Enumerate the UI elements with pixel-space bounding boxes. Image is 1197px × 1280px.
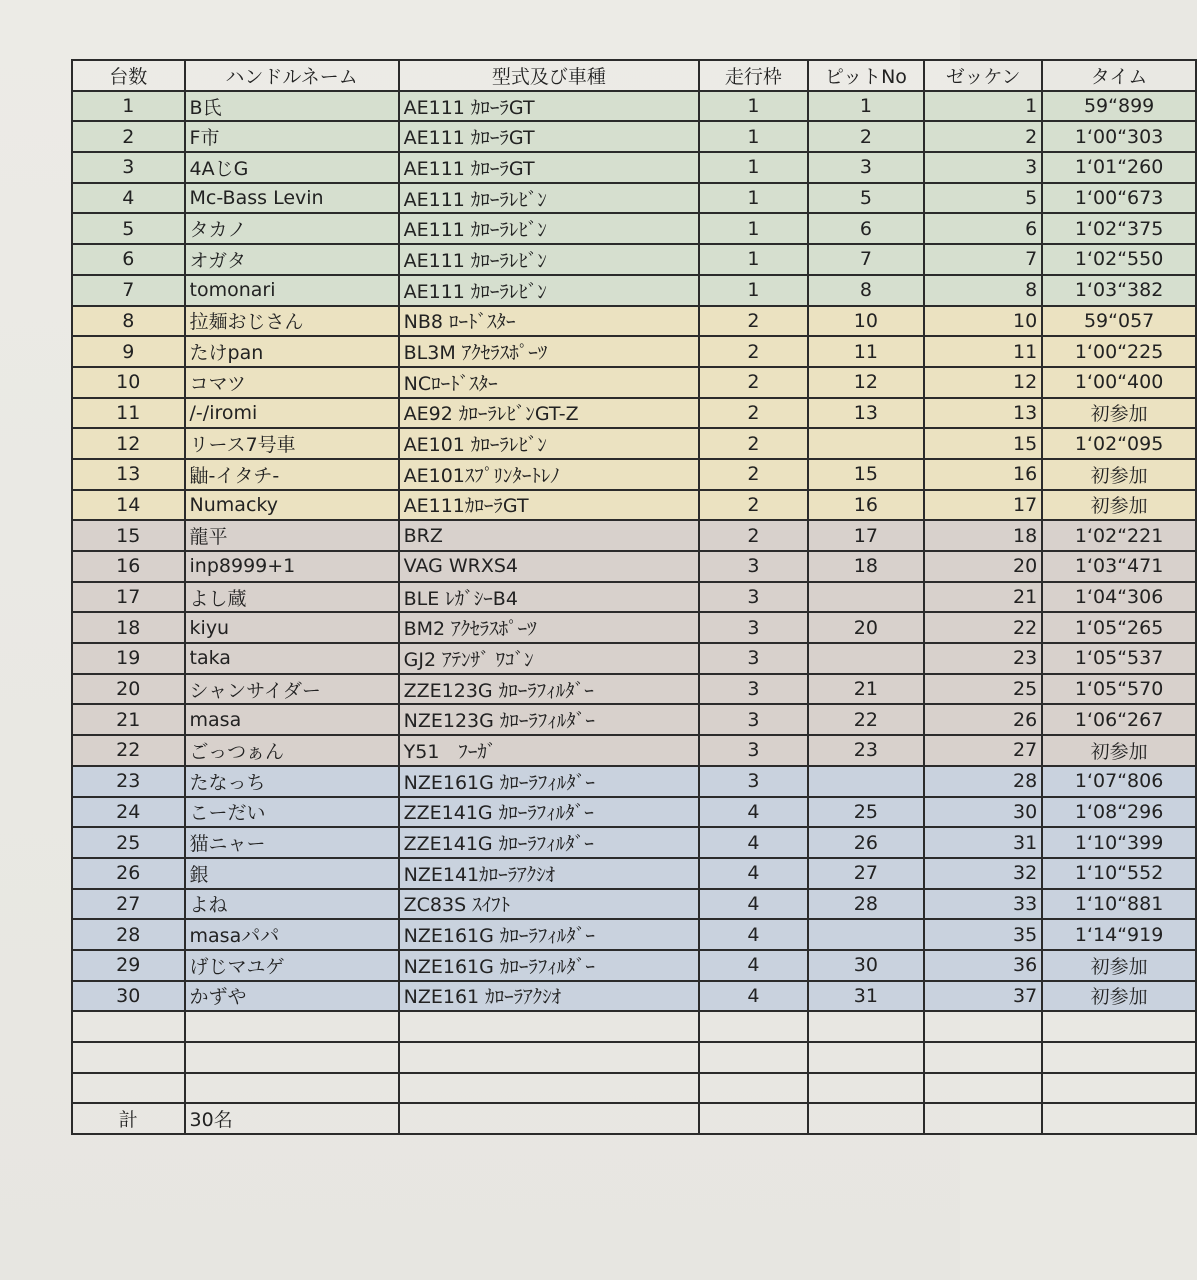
cell-handle-name: たなっち [185, 766, 399, 797]
total-count: 30名 [185, 1103, 399, 1134]
cell-handle-name: /-/iromi [185, 398, 399, 429]
cell-handle-name: よね [185, 889, 399, 920]
cell-time: 1‘10“881 [1042, 889, 1196, 920]
cell-zekken: 20 [924, 551, 1042, 582]
table-row [72, 244, 1196, 275]
cell-handle-name: たけpan [185, 336, 399, 367]
cell-time: 1‘00“303 [1042, 121, 1196, 152]
empty-cell [808, 1011, 925, 1042]
table-row [72, 981, 1196, 1012]
cell-car-model: AE92 ｶﾛｰﾗﾚﾋﾞﾝGT-Z [399, 398, 700, 429]
cell-pit-no: 5 [808, 183, 925, 214]
cell-time: 1‘02“095 [1042, 428, 1196, 459]
table-row [72, 367, 1196, 398]
empty-cell [924, 1011, 1042, 1042]
table-row [72, 612, 1196, 643]
cell-time: 1‘06“267 [1042, 704, 1196, 735]
empty-cell [699, 1011, 807, 1042]
cell-no: 30 [72, 981, 185, 1012]
header-car-model: 型式及び車種 [399, 60, 700, 91]
table-footer [72, 1103, 1196, 1134]
total-empty-cell [399, 1103, 700, 1134]
cell-time: 59“899 [1042, 91, 1196, 122]
table-row [72, 306, 1196, 337]
cell-time: 1‘00“673 [1042, 183, 1196, 214]
empty-cell [1042, 1073, 1196, 1104]
cell-zekken: 28 [924, 766, 1042, 797]
cell-zekken: 7 [924, 244, 1042, 275]
cell-pit-no: 22 [808, 704, 925, 735]
empty-cell [924, 1073, 1042, 1104]
cell-car-model: NCﾛｰﾄﾞｽﾀｰ [399, 367, 700, 398]
cell-pit-no: 11 [808, 336, 925, 367]
cell-time: 1‘05“265 [1042, 612, 1196, 643]
cell-heat: 1 [699, 91, 807, 122]
cell-handle-name: tomonari [185, 275, 399, 306]
cell-zekken: 1 [924, 91, 1042, 122]
table-body [72, 91, 1196, 1104]
cell-heat: 3 [699, 643, 807, 674]
cell-heat: 2 [699, 490, 807, 521]
cell-no: 2 [72, 121, 185, 152]
cell-zekken: 31 [924, 827, 1042, 858]
cell-handle-name: inp8999+1 [185, 551, 399, 582]
cell-zekken: 2 [924, 121, 1042, 152]
table-row [72, 643, 1196, 674]
cell-pit-no: 28 [808, 889, 925, 920]
cell-pit-no: 17 [808, 520, 925, 551]
cell-heat: 4 [699, 889, 807, 920]
table-row [72, 950, 1196, 981]
table-row [72, 490, 1196, 521]
cell-zekken: 32 [924, 858, 1042, 889]
cell-heat: 3 [699, 551, 807, 582]
cell-time: 1‘00“225 [1042, 336, 1196, 367]
cell-car-model: AE101ｽﾌﾟﾘﾝﾀｰﾄﾚﾉ [399, 459, 700, 490]
cell-pit-no: 30 [808, 950, 925, 981]
cell-no: 26 [72, 858, 185, 889]
cell-zekken: 15 [924, 428, 1042, 459]
cell-car-model: VAG WRXS4 [399, 551, 700, 582]
cell-pit-no [808, 643, 925, 674]
cell-heat: 4 [699, 827, 807, 858]
cell-pit-no: 27 [808, 858, 925, 889]
cell-handle-name: げじマユゲ [185, 950, 399, 981]
cell-car-model: NZE161G ｶﾛｰﾗﾌｨﾙﾀﾞｰ [399, 950, 700, 981]
table-row [72, 582, 1196, 613]
table-row [72, 520, 1196, 551]
cell-pit-no: 7 [808, 244, 925, 275]
cell-no: 15 [72, 520, 185, 551]
table-row [72, 152, 1196, 183]
total-row [72, 1103, 1196, 1134]
cell-car-model: NZE161G ｶﾛｰﾗﾌｨﾙﾀﾞｰ [399, 919, 700, 950]
cell-no: 11 [72, 398, 185, 429]
cell-no: 25 [72, 827, 185, 858]
cell-heat: 1 [699, 183, 807, 214]
empty-cell [699, 1042, 807, 1073]
cell-car-model: AE111 ｶﾛｰﾗGT [399, 91, 700, 122]
cell-pit-no: 21 [808, 674, 925, 705]
table-row [72, 551, 1196, 582]
cell-no: 10 [72, 367, 185, 398]
total-empty-cell [808, 1103, 925, 1134]
cell-no: 9 [72, 336, 185, 367]
empty-cell [72, 1073, 185, 1104]
cell-pit-no: 10 [808, 306, 925, 337]
cell-time: 1‘07“806 [1042, 766, 1196, 797]
cell-pit-no: 12 [808, 367, 925, 398]
cell-handle-name: かずや [185, 981, 399, 1012]
table-row [72, 766, 1196, 797]
cell-no: 7 [72, 275, 185, 306]
empty-cell [399, 1042, 700, 1073]
cell-car-model: Y51 ﾌｰｶﾞ [399, 735, 700, 766]
table-row [72, 459, 1196, 490]
cell-car-model: BLE ﾚｶﾞｼｰB4 [399, 582, 700, 613]
cell-no: 17 [72, 582, 185, 613]
cell-car-model: ZZE141G ｶﾛｰﾗﾌｨﾙﾀﾞｰ [399, 827, 700, 858]
cell-zekken: 10 [924, 306, 1042, 337]
empty-cell [699, 1073, 807, 1104]
table-row [72, 797, 1196, 828]
cell-time: 59“057 [1042, 306, 1196, 337]
cell-handle-name: 猫ニャー [185, 827, 399, 858]
cell-handle-name: オガタ [185, 244, 399, 275]
cell-zekken: 5 [924, 183, 1042, 214]
cell-pit-no [808, 766, 925, 797]
table-row [72, 336, 1196, 367]
table-row [72, 428, 1196, 459]
cell-heat: 1 [699, 121, 807, 152]
total-empty-cell [1042, 1103, 1196, 1134]
cell-heat: 2 [699, 367, 807, 398]
cell-pit-no: 2 [808, 121, 925, 152]
cell-time: 1‘01“260 [1042, 152, 1196, 183]
cell-car-model: AE101 ｶﾛｰﾗﾚﾋﾞﾝ [399, 428, 700, 459]
cell-time: 1‘14“919 [1042, 919, 1196, 950]
cell-no: 12 [72, 428, 185, 459]
cell-handle-name: masa [185, 704, 399, 735]
cell-no: 27 [72, 889, 185, 920]
cell-no: 16 [72, 551, 185, 582]
header-no: 台数 [72, 60, 185, 91]
cell-heat: 4 [699, 797, 807, 828]
empty-cell [185, 1042, 399, 1073]
cell-zekken: 22 [924, 612, 1042, 643]
cell-zekken: 33 [924, 889, 1042, 920]
cell-car-model: AE111 ｶﾛｰﾗﾚﾋﾞﾝ [399, 213, 700, 244]
empty-cell [399, 1011, 700, 1042]
cell-pit-no [808, 582, 925, 613]
cell-time: 1‘08“296 [1042, 797, 1196, 828]
cell-car-model: NZE123G ｶﾛｰﾗﾌｨﾙﾀﾞｰ [399, 704, 700, 735]
cell-zekken: 17 [924, 490, 1042, 521]
cell-pit-no: 18 [808, 551, 925, 582]
cell-handle-name: F市 [185, 121, 399, 152]
cell-time: 1‘00“400 [1042, 367, 1196, 398]
cell-handle-name: ごっつぁん [185, 735, 399, 766]
cell-no: 1 [72, 91, 185, 122]
cell-handle-name: Mc-Bass Levin [185, 183, 399, 214]
cell-heat: 4 [699, 950, 807, 981]
cell-time: 初参加 [1042, 950, 1196, 981]
empty-cell [399, 1073, 700, 1104]
table-header [72, 60, 1196, 91]
cell-heat: 2 [699, 306, 807, 337]
cell-pit-no [808, 428, 925, 459]
cell-heat: 3 [699, 612, 807, 643]
cell-no: 29 [72, 950, 185, 981]
cell-car-model: NZE161G ｶﾛｰﾗﾌｨﾙﾀﾞｰ [399, 766, 700, 797]
cell-heat: 4 [699, 981, 807, 1012]
cell-time: 1‘02“550 [1042, 244, 1196, 275]
cell-zekken: 30 [924, 797, 1042, 828]
cell-pit-no: 16 [808, 490, 925, 521]
cell-zekken: 26 [924, 704, 1042, 735]
cell-heat: 1 [699, 213, 807, 244]
empty-row [72, 1042, 1196, 1073]
cell-zekken: 11 [924, 336, 1042, 367]
total-label: 計 [72, 1103, 185, 1134]
table-row [72, 674, 1196, 705]
cell-time: 1‘05“570 [1042, 674, 1196, 705]
header-zekken: ゼッケン [924, 60, 1042, 91]
cell-handle-name: リース7号車 [185, 428, 399, 459]
cell-no: 4 [72, 183, 185, 214]
empty-cell [808, 1073, 925, 1104]
cell-zekken: 27 [924, 735, 1042, 766]
empty-row [72, 1073, 1196, 1104]
cell-heat: 3 [699, 704, 807, 735]
header-handle-name: ハンドルネーム [185, 60, 399, 91]
total-empty-cell [699, 1103, 807, 1134]
cell-zekken: 36 [924, 950, 1042, 981]
empty-cell [1042, 1042, 1196, 1073]
cell-pit-no: 13 [808, 398, 925, 429]
cell-time: 初参加 [1042, 459, 1196, 490]
cell-time: 初参加 [1042, 398, 1196, 429]
cell-time: 1‘04“306 [1042, 582, 1196, 613]
cell-handle-name: コマツ [185, 367, 399, 398]
table-row [72, 213, 1196, 244]
cell-car-model: GJ2 ｱﾃﾝｻﾞ ﾜｺﾞﾝ [399, 643, 700, 674]
cell-car-model: AE111 ｶﾛｰﾗﾚﾋﾞﾝ [399, 244, 700, 275]
cell-car-model: AE111ｶﾛｰﾗGT [399, 490, 700, 521]
cell-pit-no: 23 [808, 735, 925, 766]
cell-car-model: NB8 ﾛｰﾄﾞｽﾀｰ [399, 306, 700, 337]
cell-handle-name: 銀 [185, 858, 399, 889]
cell-car-model: BM2 ｱｸｾﾗｽﾎﾟｰﾂ [399, 612, 700, 643]
table-row [72, 889, 1196, 920]
cell-heat: 1 [699, 275, 807, 306]
cell-no: 8 [72, 306, 185, 337]
cell-no: 3 [72, 152, 185, 183]
empty-cell [185, 1011, 399, 1042]
cell-car-model: AE111 ｶﾛｰﾗﾚﾋﾞﾝ [399, 183, 700, 214]
cell-no: 14 [72, 490, 185, 521]
cell-no: 19 [72, 643, 185, 674]
cell-heat: 3 [699, 735, 807, 766]
cell-zekken: 37 [924, 981, 1042, 1012]
cell-no: 5 [72, 213, 185, 244]
cell-heat: 1 [699, 152, 807, 183]
header-heat: 走行枠 [699, 60, 807, 91]
cell-handle-name: kiyu [185, 612, 399, 643]
table-row [72, 183, 1196, 214]
empty-cell [72, 1042, 185, 1073]
cell-zekken: 21 [924, 582, 1042, 613]
empty-row [72, 1011, 1196, 1042]
cell-time: 1‘10“552 [1042, 858, 1196, 889]
cell-pit-no [808, 919, 925, 950]
cell-car-model: BL3M ｱｸｾﾗｽﾎﾟｰﾂ [399, 336, 700, 367]
cell-heat: 4 [699, 858, 807, 889]
cell-handle-name: masaパパ [185, 919, 399, 950]
empty-cell [185, 1073, 399, 1104]
cell-pit-no: 25 [808, 797, 925, 828]
cell-handle-name: 拉麺おじさん [185, 306, 399, 337]
cell-no: 24 [72, 797, 185, 828]
total-empty-cell [924, 1103, 1042, 1134]
cell-time: 1‘10“399 [1042, 827, 1196, 858]
header-row [72, 60, 1196, 91]
cell-car-model: ZZE123G ｶﾛｰﾗﾌｨﾙﾀﾞｰ [399, 674, 700, 705]
cell-no: 6 [72, 244, 185, 275]
cell-zekken: 6 [924, 213, 1042, 244]
cell-zekken: 3 [924, 152, 1042, 183]
cell-heat: 3 [699, 582, 807, 613]
cell-pit-no: 3 [808, 152, 925, 183]
cell-heat: 4 [699, 919, 807, 950]
cell-heat: 2 [699, 336, 807, 367]
empty-cell [808, 1042, 925, 1073]
table-row [72, 121, 1196, 152]
cell-pit-no: 1 [808, 91, 925, 122]
cell-heat: 3 [699, 766, 807, 797]
cell-zekken: 25 [924, 674, 1042, 705]
table-row [72, 398, 1196, 429]
cell-no: 13 [72, 459, 185, 490]
cell-car-model: BRZ [399, 520, 700, 551]
cell-heat: 2 [699, 459, 807, 490]
empty-cell [924, 1042, 1042, 1073]
cell-zekken: 23 [924, 643, 1042, 674]
cell-handle-name: taka [185, 643, 399, 674]
cell-time: 初参加 [1042, 981, 1196, 1012]
empty-cell [72, 1011, 185, 1042]
table-row [72, 275, 1196, 306]
cell-pit-no: 6 [808, 213, 925, 244]
cell-no: 23 [72, 766, 185, 797]
cell-handle-name: タカノ [185, 213, 399, 244]
cell-car-model: ZC83S ｽｲﾌﾄ [399, 889, 700, 920]
cell-pit-no: 15 [808, 459, 925, 490]
cell-handle-name: 鼬-イタチ- [185, 459, 399, 490]
table-row [72, 735, 1196, 766]
cell-time: 1‘05“537 [1042, 643, 1196, 674]
table-row [72, 91, 1196, 122]
cell-zekken: 35 [924, 919, 1042, 950]
cell-heat: 2 [699, 398, 807, 429]
empty-cell [1042, 1011, 1196, 1042]
cell-heat: 2 [699, 428, 807, 459]
cell-time: 1‘02“221 [1042, 520, 1196, 551]
cell-car-model: AE111 ｶﾛｰﾗﾚﾋﾞﾝ [399, 275, 700, 306]
cell-handle-name: よし蔵 [185, 582, 399, 613]
cell-time: 1‘03“382 [1042, 275, 1196, 306]
cell-pit-no: 8 [808, 275, 925, 306]
cell-handle-name: 4AじG [185, 152, 399, 183]
cell-time: 1‘03“471 [1042, 551, 1196, 582]
cell-time: 初参加 [1042, 490, 1196, 521]
cell-heat: 2 [699, 520, 807, 551]
cell-no: 18 [72, 612, 185, 643]
cell-car-model: NZE161 ｶﾛｰﾗｱｸｼｵ [399, 981, 700, 1012]
table-row [72, 919, 1196, 950]
cell-no: 21 [72, 704, 185, 735]
cell-no: 28 [72, 919, 185, 950]
cell-pit-no: 20 [808, 612, 925, 643]
header-pit-no: ピットNo [808, 60, 925, 91]
cell-handle-name: こーだい [185, 797, 399, 828]
cell-pit-no: 31 [808, 981, 925, 1012]
cell-car-model: AE111 ｶﾛｰﾗGT [399, 121, 700, 152]
cell-car-model: ZZE141G ｶﾛｰﾗﾌｨﾙﾀﾞｰ [399, 797, 700, 828]
cell-no: 20 [72, 674, 185, 705]
entry-table [71, 59, 1197, 1135]
table-row [72, 827, 1196, 858]
header-time: タイム [1042, 60, 1196, 91]
cell-pit-no: 26 [808, 827, 925, 858]
cell-heat: 3 [699, 674, 807, 705]
table-row [72, 704, 1196, 735]
cell-heat: 1 [699, 244, 807, 275]
cell-no: 22 [72, 735, 185, 766]
cell-zekken: 18 [924, 520, 1042, 551]
cell-handle-name: シャンサイダー [185, 674, 399, 705]
cell-zekken: 16 [924, 459, 1042, 490]
cell-time: 1‘02“375 [1042, 213, 1196, 244]
cell-zekken: 12 [924, 367, 1042, 398]
cell-handle-name: 龍平 [185, 520, 399, 551]
cell-handle-name: Numacky [185, 490, 399, 521]
cell-zekken: 13 [924, 398, 1042, 429]
cell-time: 初参加 [1042, 735, 1196, 766]
table-row [72, 858, 1196, 889]
cell-zekken: 8 [924, 275, 1042, 306]
cell-car-model: NZE141ｶﾛｰﾗｱｸｼｵ [399, 858, 700, 889]
cell-car-model: AE111 ｶﾛｰﾗGT [399, 152, 700, 183]
cell-handle-name: B氏 [185, 91, 399, 122]
